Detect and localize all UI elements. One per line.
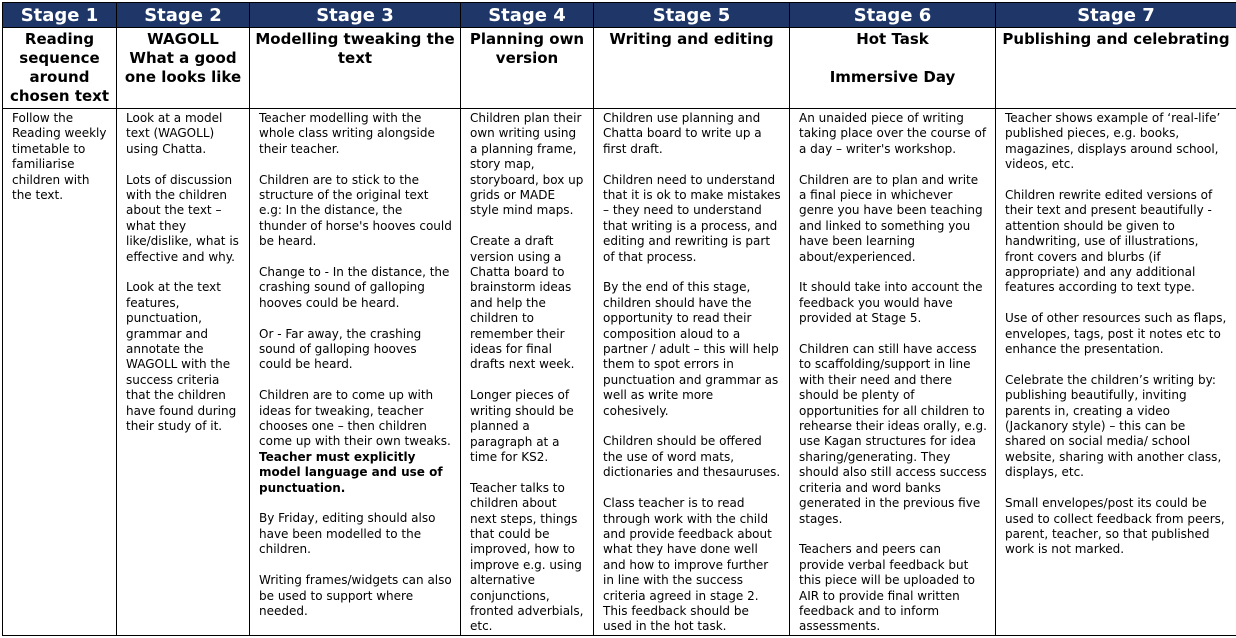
stage-6-paragraph: It should take into account the feedback you would have provided at Stage 5. bbox=[799, 280, 987, 326]
stage-4-paragraph: Longer pieces of writing should be planned a paragraph at a time for KS2. bbox=[470, 388, 585, 465]
stage-4-title bbox=[461, 28, 594, 109]
stage-1-title bbox=[3, 28, 117, 109]
stage-2-paragraph: Look at a model text (WAGOLL) using Chatta. bbox=[126, 111, 241, 157]
stage-7-title-line: Publishing and celebrating bbox=[1000, 30, 1232, 49]
stage-6-body bbox=[790, 109, 996, 636]
stage-6-paragraph: An unaided piece of writing taking place over the course of a day – writer's workshop. bbox=[799, 111, 987, 157]
stage-3-body bbox=[250, 109, 461, 636]
stage-6-title bbox=[790, 28, 996, 109]
stage-header-row bbox=[3, 3, 1236, 28]
stage-body-row bbox=[3, 109, 1236, 636]
stage-4-title-line: Planning own version bbox=[465, 30, 589, 68]
stage-7-paragraph: Use of other resources such as flaps, envelopes, tags, post it notes etc to enhance the presentation. bbox=[1005, 311, 1228, 357]
stage-3-bold-emphasis: Teacher must explicitly model language and use of punctuation. bbox=[259, 450, 443, 495]
stage-3-paragraph bbox=[259, 388, 452, 496]
stage-5-paragraph: Class teacher is to read through work with the child and provide feedback about what they have done well and how to improve further in line with the success criteria agreed in stage 2. This feedback should be used in the hot task. bbox=[603, 496, 781, 635]
stage-3-paragraph: Writing frames/widgets can also be used to support where needed. bbox=[259, 573, 452, 619]
stage-7-paragraph: Teacher shows example of ‘real-life’ published pieces, e.g. books, magazines, displays around school, videos, etc. bbox=[1005, 111, 1228, 173]
stage-6-paragraph: Children are to plan and write a final piece in whichever genre you have been teaching and linked to something you have been learning about/experienced. bbox=[799, 173, 987, 265]
stage-5-paragraph: Children should be offered the use of word mats, dictionaries and thesauruses. bbox=[603, 434, 781, 480]
stage-6-title-line-1: Hot Task bbox=[794, 30, 991, 49]
stage-5-paragraph: By the end of this stage, children should have the opportunity to read their composition aloud to a partner / adult – this will help them to spot errors in punctuation and grammar as well as write more cohesively. bbox=[603, 280, 781, 419]
stage-2-header: Stage 2 bbox=[117, 3, 250, 28]
stage-1-body bbox=[3, 109, 117, 636]
stage-7-paragraph: Small envelopes/post its could be used to collect feedback from peers, parent, teacher, so that published work is not marked. bbox=[1005, 496, 1228, 558]
stage-1-title-line: Reading sequence around chosen text bbox=[7, 30, 112, 106]
stage-5-paragraph: Children use planning and Chatta board to write up a first draft. bbox=[603, 111, 781, 157]
stage-6-paragraph: Teachers and peers can provide verbal feedback but this piece will be uploaded to AIR to provide final written feedback and to inform assessments. bbox=[799, 542, 987, 634]
stage-3-paragraph: Children are to stick to the structure of the original text e.g: In the distance, the thunder of horse's hooves could be heard. bbox=[259, 173, 452, 250]
writing-stages-table bbox=[2, 2, 1236, 636]
stage-5-header: Stage 5 bbox=[594, 3, 790, 28]
stage-4-paragraph: Create a draft version using a Chatta board to brainstorm ideas and help the children to remember their ideas for final drafts next week. bbox=[470, 234, 585, 373]
stage-2-title-line-1: WAGOLL bbox=[121, 30, 245, 49]
stage-5-paragraph: Children need to understand that it is ok to make mistakes – they need to understand that writing is a process, and editing and rewriting is part of that process. bbox=[603, 173, 781, 265]
stage-3-paragraph: Teacher modelling with the whole class writing alongside their teacher. bbox=[259, 111, 452, 157]
stage-5-title bbox=[594, 28, 790, 109]
stage-5-body bbox=[594, 109, 790, 636]
stage-3-tweaks-text: Children are to come up with ideas for tweaking, teacher chooses one – then children come up with their own tweaks. bbox=[259, 388, 451, 448]
stage-4-header: Stage 4 bbox=[461, 3, 594, 28]
stage-7-title bbox=[996, 28, 1236, 109]
stage-4-body bbox=[461, 109, 594, 636]
stage-2-paragraph: Lots of discussion with the children about the text – what they like/dislike, what is effective and why. bbox=[126, 173, 241, 265]
stage-7-paragraph: Children rewrite edited versions of their text and present beautifully - attention should be given to handwriting, use of illustrations, front covers and blurbs (if appropriate) and any additional features according to text type. bbox=[1005, 188, 1228, 296]
stage-6-paragraph: Children can still have access to scaffolding/support in line with their need and there should be plenty of opportunities for all children to rehearse their ideas orally, e.g. use Kagan structures for idea sharing/generating. They should also still access success criteria and word banks generated in the previous five stages. bbox=[799, 342, 987, 527]
stage-3-paragraph: Or - Far away, the crashing sound of galloping hooves could be heard. bbox=[259, 327, 452, 373]
stage-2-paragraph: Look at the text features, punctuation, grammar and annotate the WAGOLL with the success criteria that the children have found during their study of it. bbox=[126, 280, 241, 434]
stage-4-paragraph: Teacher talks to children about next steps, things that could be improved, how to improve e.g. using alternative conjunctions, fronted adverbials, etc. bbox=[470, 481, 585, 635]
stage-1-header: Stage 1 bbox=[3, 3, 117, 28]
stage-7-header: Stage 7 bbox=[996, 3, 1236, 28]
stage-7-paragraph: Celebrate the children’s writing by: publishing beautifully, inviting parents in, creating a video (Jackanory style) – this can be shared on social media/ school website, sharing with another class, displays, etc. bbox=[1005, 373, 1228, 481]
stage-7-body bbox=[996, 109, 1236, 636]
stage-6-title-line-2: Immersive Day bbox=[794, 68, 991, 87]
stage-3-header: Stage 3 bbox=[250, 3, 461, 28]
stage-3-paragraph: By Friday, editing should also have been modelled to the children. bbox=[259, 511, 452, 557]
stage-5-title-line: Writing and editing bbox=[598, 30, 785, 49]
stage-2-body bbox=[117, 109, 250, 636]
stage-3-title bbox=[250, 28, 461, 109]
stage-1-paragraph: Follow the Reading weekly timetable to familiarise children with the text. bbox=[12, 111, 108, 203]
stage-3-paragraph: Change to - In the distance, the crashing sound of galloping hooves could be heard. bbox=[259, 265, 452, 311]
stage-2-title-line-2: What a good one looks like bbox=[121, 49, 245, 87]
stage-4-paragraph: Children plan their own writing using a planning frame, story map, storyboard, box up grids or MADE style mind maps. bbox=[470, 111, 585, 219]
stage-6-header: Stage 6 bbox=[790, 3, 996, 28]
stage-2-title bbox=[117, 28, 250, 109]
stage-title-row bbox=[3, 28, 1236, 109]
stage-3-title-line: Modelling tweaking the text bbox=[254, 30, 456, 68]
